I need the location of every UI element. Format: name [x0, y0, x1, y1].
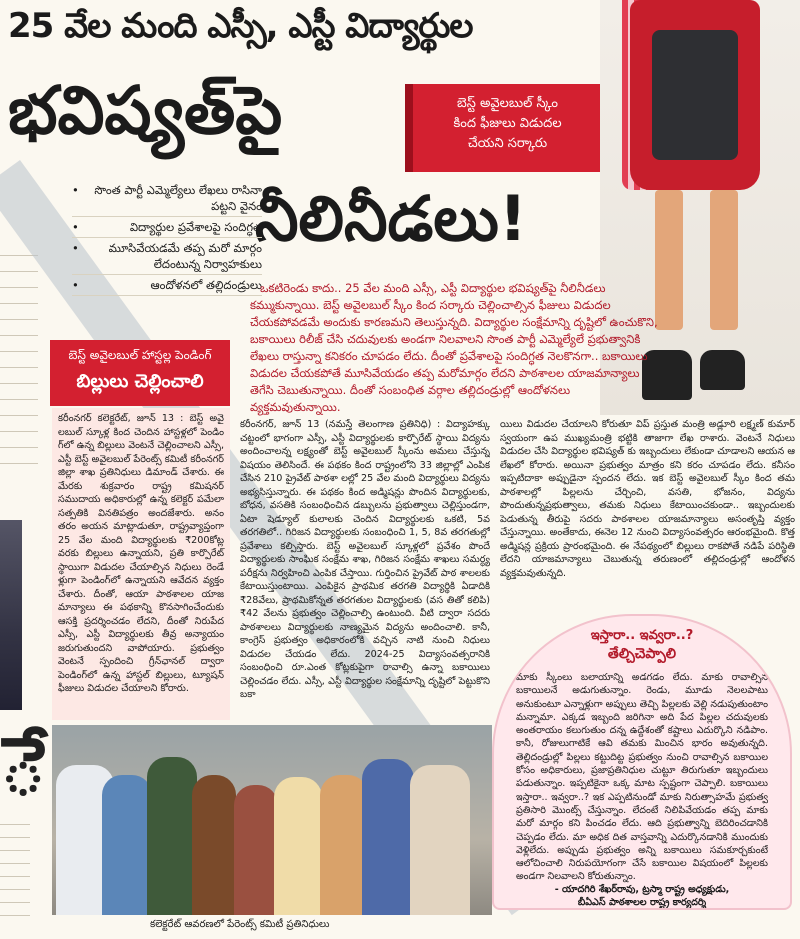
- callout-subtitle: తేల్చిచెప్పాలి: [607, 646, 677, 662]
- quote-callout: [492, 614, 792, 910]
- article-column-2: యిలు విడుదల చేయాలని కోరుతూ విప్ ప్రస్తుత మంత్రి అడ్లూరి లక్ష్మణ్ కుమార్ స్వయంగా ఉప ముఖ్యమంత్రి భట్టికి తాజాగా లేఖ రాశారు. వెంటనే నిధులు విడుదల చేసి విద్యార్థుల భవిష్యత్‌ కు ఇబ్బందులు లేకుండా చూడాలని ఆయన ఆ లేఖలో కోరారు. అయినా ప్రభుత్వం మాత్రం కని కరం చూపడం లేదు. కనీసం ఇప్పటిదాకా అప్పుడైనా స్పందన లేదు. ఇక బెస్ట్ అవైలబుల్ స్కీం కింద తమ పాఠశాలల్లో పిల్లలను చేర్చించి, వసతి, భోజనం, విద్యను పొందుతున్నప్రభుత్వాలు, తమకు నిధులు కేటాయించకుండా.. ఇబ్బందులకు పెడుతున్న తీరుపై సదరు పాఠశాలల యాజమాన్యాలు అసంతృప్తి వ్యక్తం చేస్తున్నాయి. అంతేకాదు, ఈనెల 12 నుంచి విద్యాసంవత్సరం ఆరంభమైంది. కొత్త అడ్మిషన్ల ప్రక్రియ ప్రారంభమైంది. ఈ నేపథ్యంలో బిల్లులు రాకపోతే నడిపే పరిస్థితి లేదని యాజమాన్యాలు చెబుతున్న తరుణంలో తల్లిదండ్రుల్లో ఆందోళన వ్యక్తమవుతున్నది.: [500, 419, 795, 579]
- headline-line-2: నీలినీడలు!: [255, 182, 528, 255]
- adjacent-article-text-lower: [0, 812, 30, 919]
- highlight-item: • విద్యార్థుల ప్రవేశాలపై సందిగ్ధత: [72, 217, 262, 238]
- sidebar-story-heading: [50, 340, 230, 406]
- sidebar-story-title: బిల్లులు చెల్లించాలి: [76, 371, 204, 392]
- photo-legs: [655, 190, 755, 330]
- callout-signature: - యాదగిరి శేఖర్‌రావు, ట్రస్మా రాష్ట్ర అధ్యక్షుడు,: [554, 883, 730, 895]
- article-column-1: కరీంనగర్, జూన్ 13 (నమస్తే తెలంగాణ ప్రతినిధి) : విద్యాహక్కు చట్టంలో భాగంగా ఎస్సీ, ఎస్టీ విద్యార్థులకు కార్పొరేట్ స్థాయి విద్యను అందించాలన్న లక్ష్యంతో బెస్ట్ అవైలబుల్ స్కీంను అమలు చేస్తున్న విషయం తెలిసిందే. ఈ పథకం కింద రాష్ట్రంలోని 33 జిల్లాల్లో ఎంపిక చేసిన 210 ప్రైవేట్ పాఠశా లల్లో 25 వేల మంది విద్యార్థులు విద్యను అభ్యసిస్తున్నారు. ఈ పథకం కింద అడ్మిషన్లు పొందిన విద్యార్థులకు, బోధన, వసతికి సంబంధించిన డబ్బులను ప్రభుత్వాలు చెల్లిస్తుండగా, ఏటా షెడ్యూల్ కులాలకు చెందిన విద్యార్థులకు ఒకటి, 5వ తరగతిలో.. గిరిజన విద్యార్థులకు సంబంధించి 1, 5, 8వ తరగతుల్లో ప్రవేశాలు కల్పిస్తారు. బెస్ట్ అవైలబుల్ స్కూళ్లలో ప్రవేశం పొందే విద్యార్థులకు సాంఘిక సంక్షేమ శాఖ, గిరిజన సంక్షేమ శాఖలు సమర్ధ్య పరీక్షను నిర్వహించి ఎంపిక చేస్తాయి. గుర్తించిన ప్రైవేట్ పాఠ శాలలకు కేటాయిస్తుంటాయి. ఎంపికైన ప్రాథమిక తరగతి విద్యార్థికి ఏడాదికి ₹28వేలు, ప్రాథమికోన్నత తరగతుల విద్యార్థులకు (వస తితో కలిపి) ₹42 వేలను ప్రభుత్వం చెల్లించాల్సి ఉంటుంది. వీటి ద్వారా సదరు పాఠశాలలు విద్యార్థులకు నాణ్యమైన విద్యను అందించాలి. కానీ, కాంగ్రెస్ ప్రభుత్వం అధికారంలోకి వచ్చిన నాటి నుంచి నిధులు విడుదల చేయడం లేదు. 2024-25 విద్యాసంవత్సరానికి సంబంధించి రూ.ఎంత కోట్లకుపైగా రావాల్సి ఉన్నా బకాయిలు చెల్లించడం లేదు. ఎస్సీ, ఎస్టీ విద్యార్థుల సంక్షేమాన్ని దృష్టిలో పెట్టుకొని బకా: [240, 419, 490, 700]
- scheme-box-line-1: బెస్ట్ అవైలబుల్ స్కీం: [457, 96, 558, 111]
- parents-committee-photo: [52, 725, 492, 915]
- scheme-box-line-2: కింద ఫీజులు విడుదల: [453, 116, 562, 131]
- highlights-list: [72, 180, 262, 296]
- highlight-item: • ఆందోళనలో తల్లిదండ్రులు: [72, 275, 262, 296]
- headline-line-1: భవిష్యత్‌పై: [8, 72, 283, 149]
- scheme-highlight-box: [405, 84, 610, 172]
- photo-backpack: [630, 0, 760, 190]
- callout-title: ఇస్తారా.. ఇవ్వరా..?: [590, 628, 694, 643]
- scheme-box-line-3: చేయని సర్కారు: [467, 136, 548, 151]
- callout-signature-role: బీఏఎస్ పాఠశాలల రాష్ట్ర కార్యదర్శి: [577, 896, 707, 908]
- adjacent-article-photo: [0, 520, 22, 710]
- callout-body: మాకు స్కీంలు బలాయాన్ని అడగడం లేదు. మాకు రావాల్సిన బకాయిలనే అడుగుతున్నాం. రెండు, మూడు నెలలపాటు అనుకుంటూ ఎన్నాళ్లుగా అప్పులు తెచ్చి పిల్లలకు వెల్లి నడుపుతుంటాం మన్నామా. ఎక్కడ ఇబ్బంది జరిగినా అది పేద పిల్లల చదువులకు అంతరాయం కలుగుతుం దన్న ఉద్దేశంతో కష్టాలు ఎదుర్కొని నడిపాం. కానీ, రోజులుగాటికే ఆవి తమకు మించిన భారం అవుతున్నది. తెల్లిదండ్రుల్లో పిల్లలు కట్టుదిట్ట ప్రభుత్వం నుంచి రావాల్సిన బకాయిల కోసం అధికారులు, ప్రజాప్రతినిధుల చుట్టూ తిరుగుతూ ఇబ్బందులు పడుతున్నాం. ఇప్పటికైనా ఒక్క మాట స్పష్టంగా చెప్పాలి. బకాయిలు ఇస్తారా.. ఇవ్వరా..? ఇక ఎప్పటినుండో మాకు నిరుత్సాహమే ప్రభుత్వ ప్రతిసారి మొంట్స్ చేస్తున్నాం. లేదంటే నిలిపివేయడం తప్ప మాకు మరో మార్గం కని పించడం లేదు. ఆది ప్రభుత్వాన్ని బెదిరించడానికి చెప్పడం లేదు. మా అధిక దిత వాస్తవాన్ని ఎదుర్కొనడానికి ముందుకు వెళ్లిలేదు. అప్పుడు ప్రభుత్వం అన్ని బకాయిలు సమకూర్చకుంటే ఆలోచించాలి నిరుపయోగంగా చేసే బకాయిల విషయంలో పిల్లలకు అండగా నిలవాలని కోరుతున్నాం.: [516, 672, 768, 883]
- photo-shoe-right: [700, 350, 745, 390]
- adjacent-article-headline-fragment: ే: [0, 720, 47, 813]
- headline-kicker: 25 వేల మంది ఎస్సీ, ఎస్టీ విద్యార్థుల: [8, 6, 473, 46]
- highlight-item: • మూసివేయడమే తప్ప మరో మార్గం లేదంటున్న నిర్వాహకులు: [72, 238, 262, 275]
- highlight-item: • సొంత పార్టీ ఎమ్మెల్యేలు లేఖలు రాసినా పట్టని వైనం: [72, 180, 262, 217]
- sidebar-story-kicker: బెస్ట్ అవైలబుల్ హాస్టల్ల పెండింగ్: [68, 348, 212, 362]
- adjacent-article-text: [0, 240, 44, 540]
- sidebar-story-body: కరీంనగర్ కలెక్టరేట్, జూన్ 13 : బెస్ట్ అవై లబుల్ స్కూళ్ల కింద చెందిన హాస్టళ్లలో పెండిం గ్‌లో ఉన్న బిల్లులు వెంటనే చెల్లించాలని ఎస్సీ, ఎస్టీ బెస్ట్ అవైలబుల్ పేరెంట్స్ కమిటీ కరీంనగర్ జిల్లా శాఖ ప్రతినిధులు డిమాండ్ చేశారు. ఈ మేరకు శుక్రవారం రాష్ట్ర కమిషనర్ సముదాయ అధికారుల్లో ఉన్న కలెక్టర్ పమేలా సత్పతికి వినతిపత్రం అందజేశారు. అనం తరం అయన మాట్లాడుతూ, రాష్ట్రవ్యాప్తంగా 25 వేల మంది విద్యార్థులకు ₹200కోట్ల వరకు బిల్లులు ఉన్నాయని, ప్రతి కార్పొరేట్ స్థాయిగా విడుదల చేయాల్సిన నిధులు రెండే ళ్లుగా పెండింగ్‌లో ఉన్నాయని ఆవేదన వ్యక్తం చేశారు. దీంతో, ఆయా పాఠశాలల యాజ మాన్యాలు ఈ పథకాన్ని కొనసాగించేందుకు ఆసక్తి ప్రదర్శించడం లేదని, దీంతో నిరుపేద ఎస్సీ, ఎస్టీ విద్యార్థులకు తీవ్ర అన్యాయం జరుగుతుందని వాపోయారు. ప్రభుత్వం వెంటనే స్పందించి గ్రీన్‌ఛానల్ ద్వారా పెండింగ్‌లో ఉన్న హాస్టల్ బిల్లులు, ట్యూషన్ ఫీజులు విడుదల చేయాలని కోరారు.: [52, 408, 230, 720]
- lead-paragraph: ఒకటిరెండు కాదు.. 25 వేల మంది ఎస్సీ, ఎస్టీ విద్యార్థుల భవిష్యత్‌పై నీలినీడలు కమ్ముకున్నాయి. బెస్ట్ అవైలబుల్ స్కీం కింద సర్కారు చెల్లించాల్సిన ఫీజులు విడుదల చేయకపోవడమే అందుకు కారణమని తెలుస్తున్నది. విద్యార్థుల సంక్షేమాన్ని దృష్టిలో ఉంచుకొని, బకాయిలు రిలీజ్ చేసి చదువులకు అండగా నిలవాలని సొంత పార్టీ ఎమ్మెల్యేలే ప్రభుత్వానికి లేఖలు రాస్తున్నా కనికరం చూపడం లేదు. దీంతో ప్రవేశాలపై సందిగ్ధత నెలకొనగా.. బకాయిలు విడుదల చేయకపోతే మూసివేయడం తప్ప మరోమార్గం లేదని పాఠశాలల యాజమాన్యాలు తెగేసి చెబుతున్నాయి. దీంతో సంబంధిత వర్గాల తల్లిదండ్రుల్లో ఆందోళనలు వ్యక్తమవుతున్నాయి.: [250, 281, 658, 414]
- photo-caption: కలెక్టరేట్ ఆవరణలో పేరెంట్స్ కమిటీ ప్రతినిధులు: [150, 919, 330, 930]
